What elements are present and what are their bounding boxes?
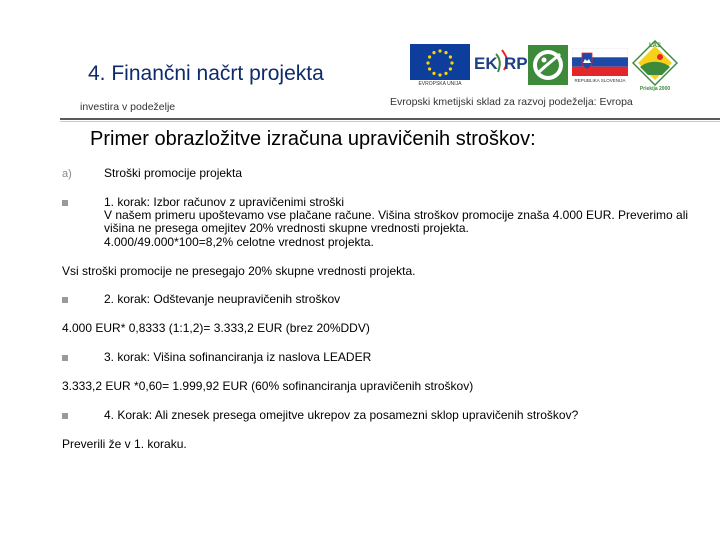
step-1-line-1: V našem primeru upoštevamo vse plačane račune. Višina stroškov promocije znaša 4.000 EUR. Preverimo ali xyxy=(104,208,689,222)
las-bottom-label: Prlekija 2000 xyxy=(639,86,671,92)
slovenia-flag-logo xyxy=(572,48,628,84)
eu-flag-logo xyxy=(410,44,470,89)
calc-2: 4.000 EUR* 0,8333 (1:1,2)= 3.333,2 EUR (brez 20%DDV) xyxy=(62,321,370,335)
note-1: Vsi stroški promocije ne presegajo 20% skupne vrednosti projekta. xyxy=(62,264,416,278)
bullet-step-1 xyxy=(62,200,68,206)
step-1-title: 1. korak: Izbor računov z upravičenimi stroški xyxy=(104,195,345,209)
bullet-step-3 xyxy=(62,355,68,361)
slovenia-caption: REPUBLIKA SLOVENIJA xyxy=(574,78,626,83)
step-2-title: 2. korak: Odštevanje neupravičenih stroškov xyxy=(104,292,341,306)
section-heading: Primer obrazložitve izračuna upravičenih stroškov: xyxy=(90,128,536,150)
item-a-marker: a) xyxy=(62,168,72,180)
fund-line: Evropski kmetijski sklad za razvoj podeželja: Evropa xyxy=(390,96,633,108)
step-1-line-2: višina ne presega omejitev 20% vrednosti skupne vrednosti projekta. xyxy=(104,221,469,235)
bullet-step-2 xyxy=(62,297,68,303)
las-top-label: LAS xyxy=(649,43,661,49)
item-a-text: Stroški promocije projekta xyxy=(104,166,243,180)
step-4-title: 4. Korak: Ali znesek presega omejitve ukrepov za posamezni sklop upravičenih stroškov? xyxy=(104,408,579,422)
note-4: Preverili že v 1. koraku. xyxy=(62,437,187,451)
ekrp-text-right: RP xyxy=(504,54,528,73)
calc-3: 3.333,2 EUR *0,60= 1.999,92 EUR (60% sofinanciranja upravičenih stroškov) xyxy=(62,379,474,393)
header-divider xyxy=(60,118,720,120)
step-1-line-3: 4.000/49.000*100=8,2% celotne vrednost projekta. xyxy=(104,235,374,249)
leader-logo xyxy=(527,44,569,86)
ekrp-logo xyxy=(474,46,528,82)
tagline: investira v podeželje xyxy=(80,101,176,113)
las-logo xyxy=(632,40,678,98)
ekrp-text-left: EK xyxy=(474,54,498,73)
eu-caption: EVROPSKA UNIJA xyxy=(418,81,462,87)
step-3-title: 3. korak: Višina sofinanciranja iz naslova LEADER xyxy=(104,350,372,364)
slide-title: 4. Finančni načrt projekta xyxy=(88,62,324,85)
bullet-step-4 xyxy=(62,413,68,419)
